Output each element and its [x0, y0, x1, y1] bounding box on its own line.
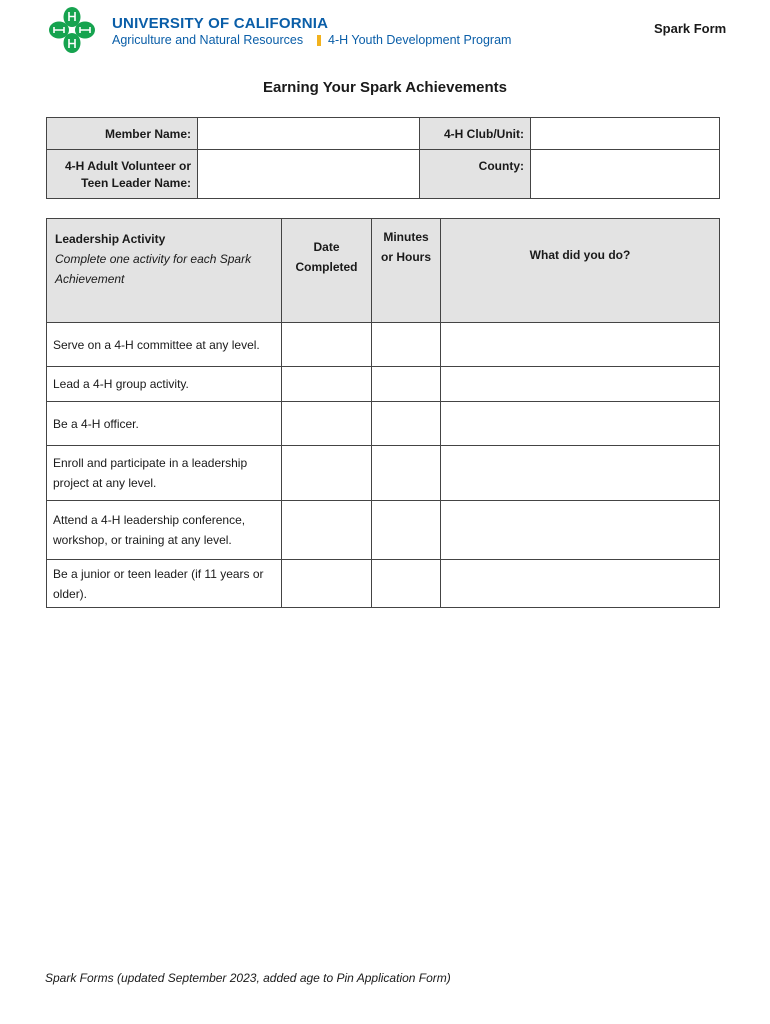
what-did-you-do-field[interactable]	[441, 402, 720, 446]
minutes-hours-field[interactable]	[372, 323, 441, 367]
date-completed-field[interactable]	[282, 323, 372, 367]
activity-cell: Enroll and participate in a leadership project at any level.	[47, 446, 282, 501]
table-row	[47, 402, 720, 446]
activity-header-title: Leadership Activity	[55, 232, 166, 246]
page-header	[0, 0, 770, 70]
what-did-you-do-field[interactable]	[441, 367, 720, 402]
volunteer-name-field[interactable]	[198, 150, 420, 199]
leadership-activity-table	[46, 218, 720, 608]
volunteer-label-line1: 4-H Adult Volunteer or	[65, 159, 191, 173]
what-did-you-do-field[interactable]	[441, 501, 720, 560]
volunteer-name-label	[47, 150, 198, 199]
footer-note: Spark Forms (updated September 2023, added age to Pin Application Form)	[45, 971, 451, 985]
activity-cell: Lead a 4-H group activity.	[47, 367, 282, 402]
county-field[interactable]	[531, 150, 720, 199]
volunteer-label-line2: Teen Leader Name:	[81, 176, 191, 190]
minutes-hours-field[interactable]	[372, 367, 441, 402]
divider-bar	[317, 35, 321, 46]
minutes-hours-field[interactable]	[372, 446, 441, 501]
table-row	[47, 367, 720, 402]
what-did-you-do-field[interactable]	[441, 560, 720, 608]
minutes-header-line1: Minutes	[383, 230, 429, 244]
date-header-line1: Date	[313, 240, 340, 254]
activity-cell: Attend a 4-H leadership conference, workshop, or training at any level.	[47, 501, 282, 560]
date-completed-field[interactable]	[282, 367, 372, 402]
division-name: Agriculture and Natural Resources	[112, 33, 304, 47]
activity-header	[47, 219, 282, 323]
member-name-label: Member Name:	[47, 118, 198, 150]
minutes-hours-field[interactable]	[372, 402, 441, 446]
table-row	[47, 323, 720, 367]
date-completed-header	[282, 219, 372, 323]
minutes-hours-field[interactable]	[372, 501, 441, 560]
activity-cell: Be a junior or teen leader (if 11 years or older).	[47, 560, 282, 608]
activity-header-note: Complete one activity for each Spark Achievement	[55, 252, 252, 286]
what-did-you-do-field[interactable]	[441, 323, 720, 367]
form-label: Spark Form	[654, 21, 727, 36]
activity-cell: Serve on a 4-H committee at any level.	[47, 323, 282, 367]
what-did-you-do-field[interactable]	[441, 446, 720, 501]
date-completed-field[interactable]	[282, 501, 372, 560]
university-name: UNIVERSITY OF CALIFORNIA	[112, 15, 329, 32]
club-unit-field[interactable]	[531, 118, 720, 150]
county-label: County:	[420, 150, 531, 199]
member-name-field[interactable]	[198, 118, 420, 150]
date-header-line2: Completed	[295, 260, 358, 274]
program-name: 4-H Youth Development Program	[328, 33, 512, 47]
minutes-header-line2: or Hours	[380, 250, 431, 264]
club-unit-label: 4-H Club/Unit:	[420, 118, 531, 150]
table-row	[47, 501, 720, 560]
table-row	[47, 446, 720, 501]
page-title: Earning Your Spark Achievements	[263, 79, 507, 96]
what-did-you-do-header: What did you do?	[441, 219, 720, 323]
date-completed-field[interactable]	[282, 446, 372, 501]
minutes-hours-header	[372, 219, 441, 323]
date-completed-field[interactable]	[282, 560, 372, 608]
table-row	[47, 560, 720, 608]
four-h-clover-icon	[48, 6, 96, 54]
minutes-hours-field[interactable]	[372, 560, 441, 608]
date-completed-field[interactable]	[282, 402, 372, 446]
member-info-table	[46, 117, 720, 199]
activity-cell: Be a 4-H officer.	[47, 402, 282, 446]
